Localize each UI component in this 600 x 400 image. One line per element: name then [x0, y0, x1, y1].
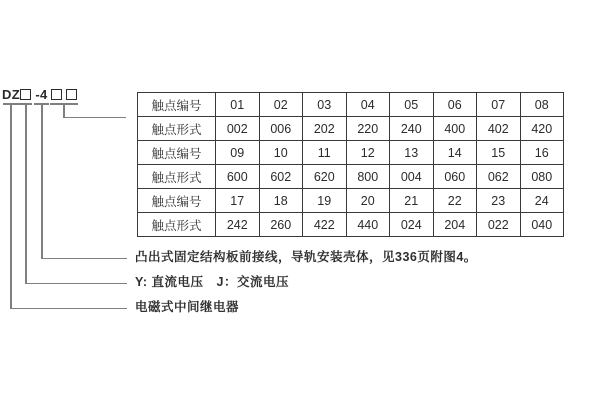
- model-voltage-segment: [19, 86, 32, 105]
- value-cell: 800: [346, 165, 390, 189]
- model-series-segment: [34, 86, 49, 105]
- placeholder-box: [66, 89, 77, 100]
- value-cell: 040: [520, 213, 564, 237]
- table-row: [138, 117, 564, 141]
- value-cell: 06: [433, 93, 477, 117]
- value-cell: 006: [259, 117, 303, 141]
- row-label-cell: 触点形式: [138, 117, 216, 141]
- leader-line-structure-horizontal: [41, 258, 127, 260]
- value-cell: 400: [433, 117, 477, 141]
- value-cell: 004: [390, 165, 434, 189]
- value-cell: 03: [303, 93, 347, 117]
- placeholder-box: [51, 89, 62, 100]
- value-cell: 202: [303, 117, 347, 141]
- value-cell: 20: [346, 189, 390, 213]
- contact-table-body: [138, 93, 564, 237]
- value-cell: 15: [477, 141, 521, 165]
- value-cell: 060: [433, 165, 477, 189]
- placeholder-box: [20, 89, 31, 100]
- leader-line-structure-vertical: [41, 105, 43, 259]
- table-row: [138, 189, 564, 213]
- value-cell: 022: [477, 213, 521, 237]
- model-series-text: -4: [35, 87, 48, 102]
- value-cell: 620: [303, 165, 347, 189]
- annotation-relay-type: 电磁式中间继电器: [135, 300, 240, 314]
- value-cell: 04: [346, 93, 390, 117]
- value-cell: 600: [216, 165, 260, 189]
- value-cell: 602: [259, 165, 303, 189]
- value-cell: 002: [216, 117, 260, 141]
- value-cell: 07: [477, 93, 521, 117]
- row-label-cell: 触点编号: [138, 189, 216, 213]
- value-cell: 240: [390, 117, 434, 141]
- contact-table: [137, 92, 564, 237]
- value-cell: 17: [216, 189, 260, 213]
- row-label-cell: 触点编号: [138, 93, 216, 117]
- row-label-cell: 触点形式: [138, 213, 216, 237]
- model-prefix-segment: [3, 86, 19, 105]
- value-cell: 21: [390, 189, 434, 213]
- table-row: [138, 141, 564, 165]
- value-cell: 024: [390, 213, 434, 237]
- leader-line-voltage-vertical: [25, 105, 27, 284]
- value-cell: 062: [477, 165, 521, 189]
- value-cell: 02: [259, 93, 303, 117]
- value-cell: 05: [390, 93, 434, 117]
- row-label-cell: 触点形式: [138, 165, 216, 189]
- value-cell: 422: [303, 213, 347, 237]
- table-row: [138, 213, 564, 237]
- value-cell: 01: [216, 93, 260, 117]
- annotation-voltage: Y: 直流电压 J：交流电压: [135, 275, 289, 289]
- table-row: [138, 165, 564, 189]
- leader-line-contact-horizontal: [63, 117, 126, 119]
- table-row: [138, 93, 564, 117]
- value-cell: 16: [520, 141, 564, 165]
- value-cell: 10: [259, 141, 303, 165]
- value-cell: 08: [520, 93, 564, 117]
- value-cell: 13: [390, 141, 434, 165]
- value-cell: 242: [216, 213, 260, 237]
- value-cell: 24: [520, 189, 564, 213]
- value-cell: 09: [216, 141, 260, 165]
- value-cell: 12: [346, 141, 390, 165]
- value-cell: 11: [303, 141, 347, 165]
- value-cell: 440: [346, 213, 390, 237]
- value-cell: 14: [433, 141, 477, 165]
- value-cell: 23: [477, 189, 521, 213]
- model-contact-segment: [50, 86, 78, 105]
- value-cell: 204: [433, 213, 477, 237]
- value-cell: 420: [520, 117, 564, 141]
- leader-line-prefix-vertical: [10, 105, 12, 309]
- model-prefix-text: DZ: [2, 87, 20, 102]
- annotation-structure: 凸出式固定结构板前接线，导轨安装壳体，见336页附图4。: [135, 250, 477, 264]
- row-label-cell: 触点编号: [138, 141, 216, 165]
- leader-line-prefix-horizontal: [10, 308, 127, 310]
- value-cell: 19: [303, 189, 347, 213]
- value-cell: 260: [259, 213, 303, 237]
- value-cell: 18: [259, 189, 303, 213]
- leader-line-voltage-horizontal: [25, 283, 127, 285]
- value-cell: 22: [433, 189, 477, 213]
- value-cell: 402: [477, 117, 521, 141]
- value-cell: 080: [520, 165, 564, 189]
- value-cell: 220: [346, 117, 390, 141]
